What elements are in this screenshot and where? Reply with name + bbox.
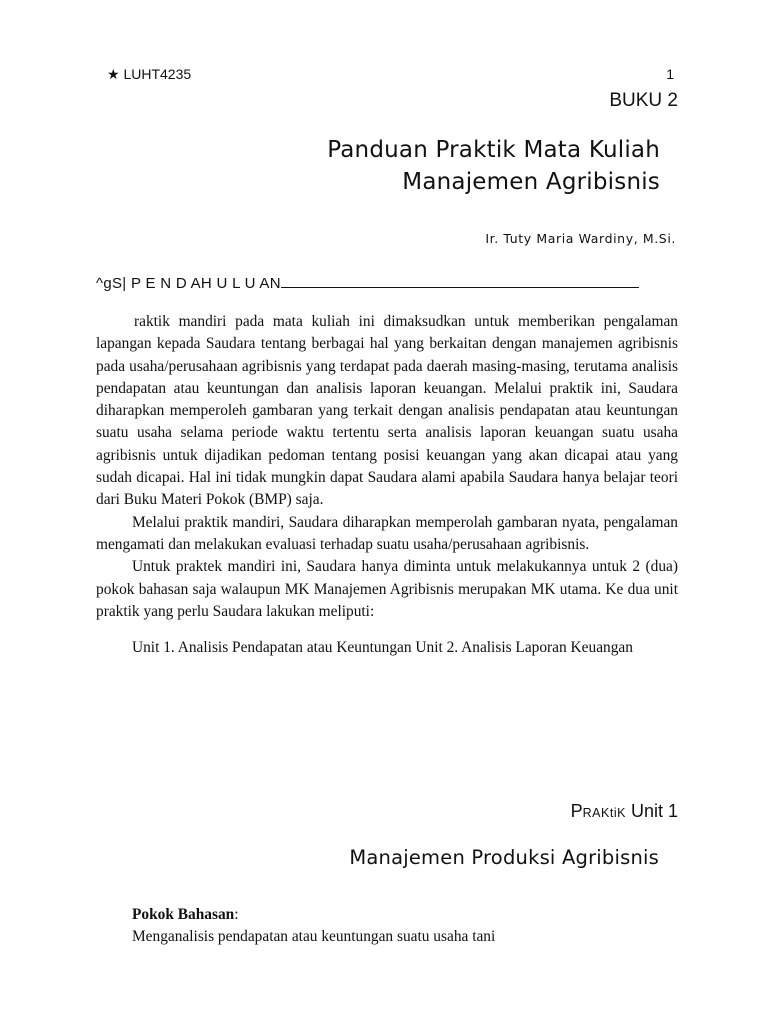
unit-heading-ik: iK: [613, 806, 626, 820]
unit-heading-rest: Unit 1: [625, 801, 678, 821]
section-heading-rule: [281, 274, 639, 288]
title-line-2: Manajemen Agribisnis: [402, 169, 660, 195]
units-list: Unit 1. Analisis Pendapatan atau Keuntungan Unit 2. Analisis Laporan Keuangan: [132, 639, 633, 657]
body-text: [96, 311, 678, 659]
unit-heading-rakt: RAKt: [582, 806, 614, 820]
book-label: BUKU 2: [609, 90, 678, 111]
section-heading: [96, 274, 674, 292]
page-number: 1: [666, 66, 674, 82]
section-heading-text: ^gS| P E N D AH U L U AN: [96, 275, 281, 292]
unit-heading: [571, 801, 678, 822]
pokok-bahasan-colon: :: [234, 906, 239, 923]
unit-heading-p: P: [570, 801, 583, 821]
document-title: [200, 134, 660, 198]
paragraph-1: raktik mandiri pada mata kuliah ini dimaksudkan untuk memberikan pengalaman lapangan kepada Saudara tentang berbagai hal yang berkaitan dengan manajemen agribisnis pada usaha/perusahaan agribisnis yang terdapat pada daerah masing-masing, terutama analisis pendapatan atau keuntungan dan analisis laporan keuangan. Melalui praktik ini, Saudara diharapkan memperoleh gambaran yang terkait dengan analisis pendapatan atau keuntungan suatu usaha selama periode waktu tertentu serta analisis laporan keuangan suatu usaha agribisnis untuk dijadikan pedoman tentang posisi keuangan yang akan dicapai atau yang sudah dicapai. Hal ini tidak mungkin dapat Saudara alami apabila Saudara hanya belajar teori dari Buku Materi Pokok (BMP) saja.: [96, 313, 678, 509]
author: Ir. Tuty Maria Wardiny, M.Si.: [485, 231, 676, 246]
paragraph-3: Untuk praktek mandiri ini, Saudara hanya diminta untuk melakukannya untuk 2 (dua) pokok bahasan saja walaupun MK Manajemen Agribisnis merupakan MK utama. Ke dua unit praktik yang perlu Saudara lakukan meliputi:: [96, 558, 678, 620]
chapter-title: Manajemen Produksi Agribisnis: [349, 846, 659, 869]
pokok-bahasan-label-text: Pokok Bahasan: [132, 906, 235, 923]
course-code: ★ LUHT4235: [107, 66, 192, 82]
pokok-bahasan-label: [132, 906, 239, 924]
pokok-bahasan-text: Menganalisis pendapatan atau keuntungan suatu usaha tani: [132, 928, 496, 945]
title-line-1: Panduan Praktik Mata Kuliah: [327, 137, 660, 163]
paragraph-2: Melalui praktik mandiri, Saudara diharapkan memperolah gambaran nyata, pengalaman mengamati dan melakukan evaluasi terhadap suatu usaha/perusahaan agribisnis.: [96, 513, 678, 553]
